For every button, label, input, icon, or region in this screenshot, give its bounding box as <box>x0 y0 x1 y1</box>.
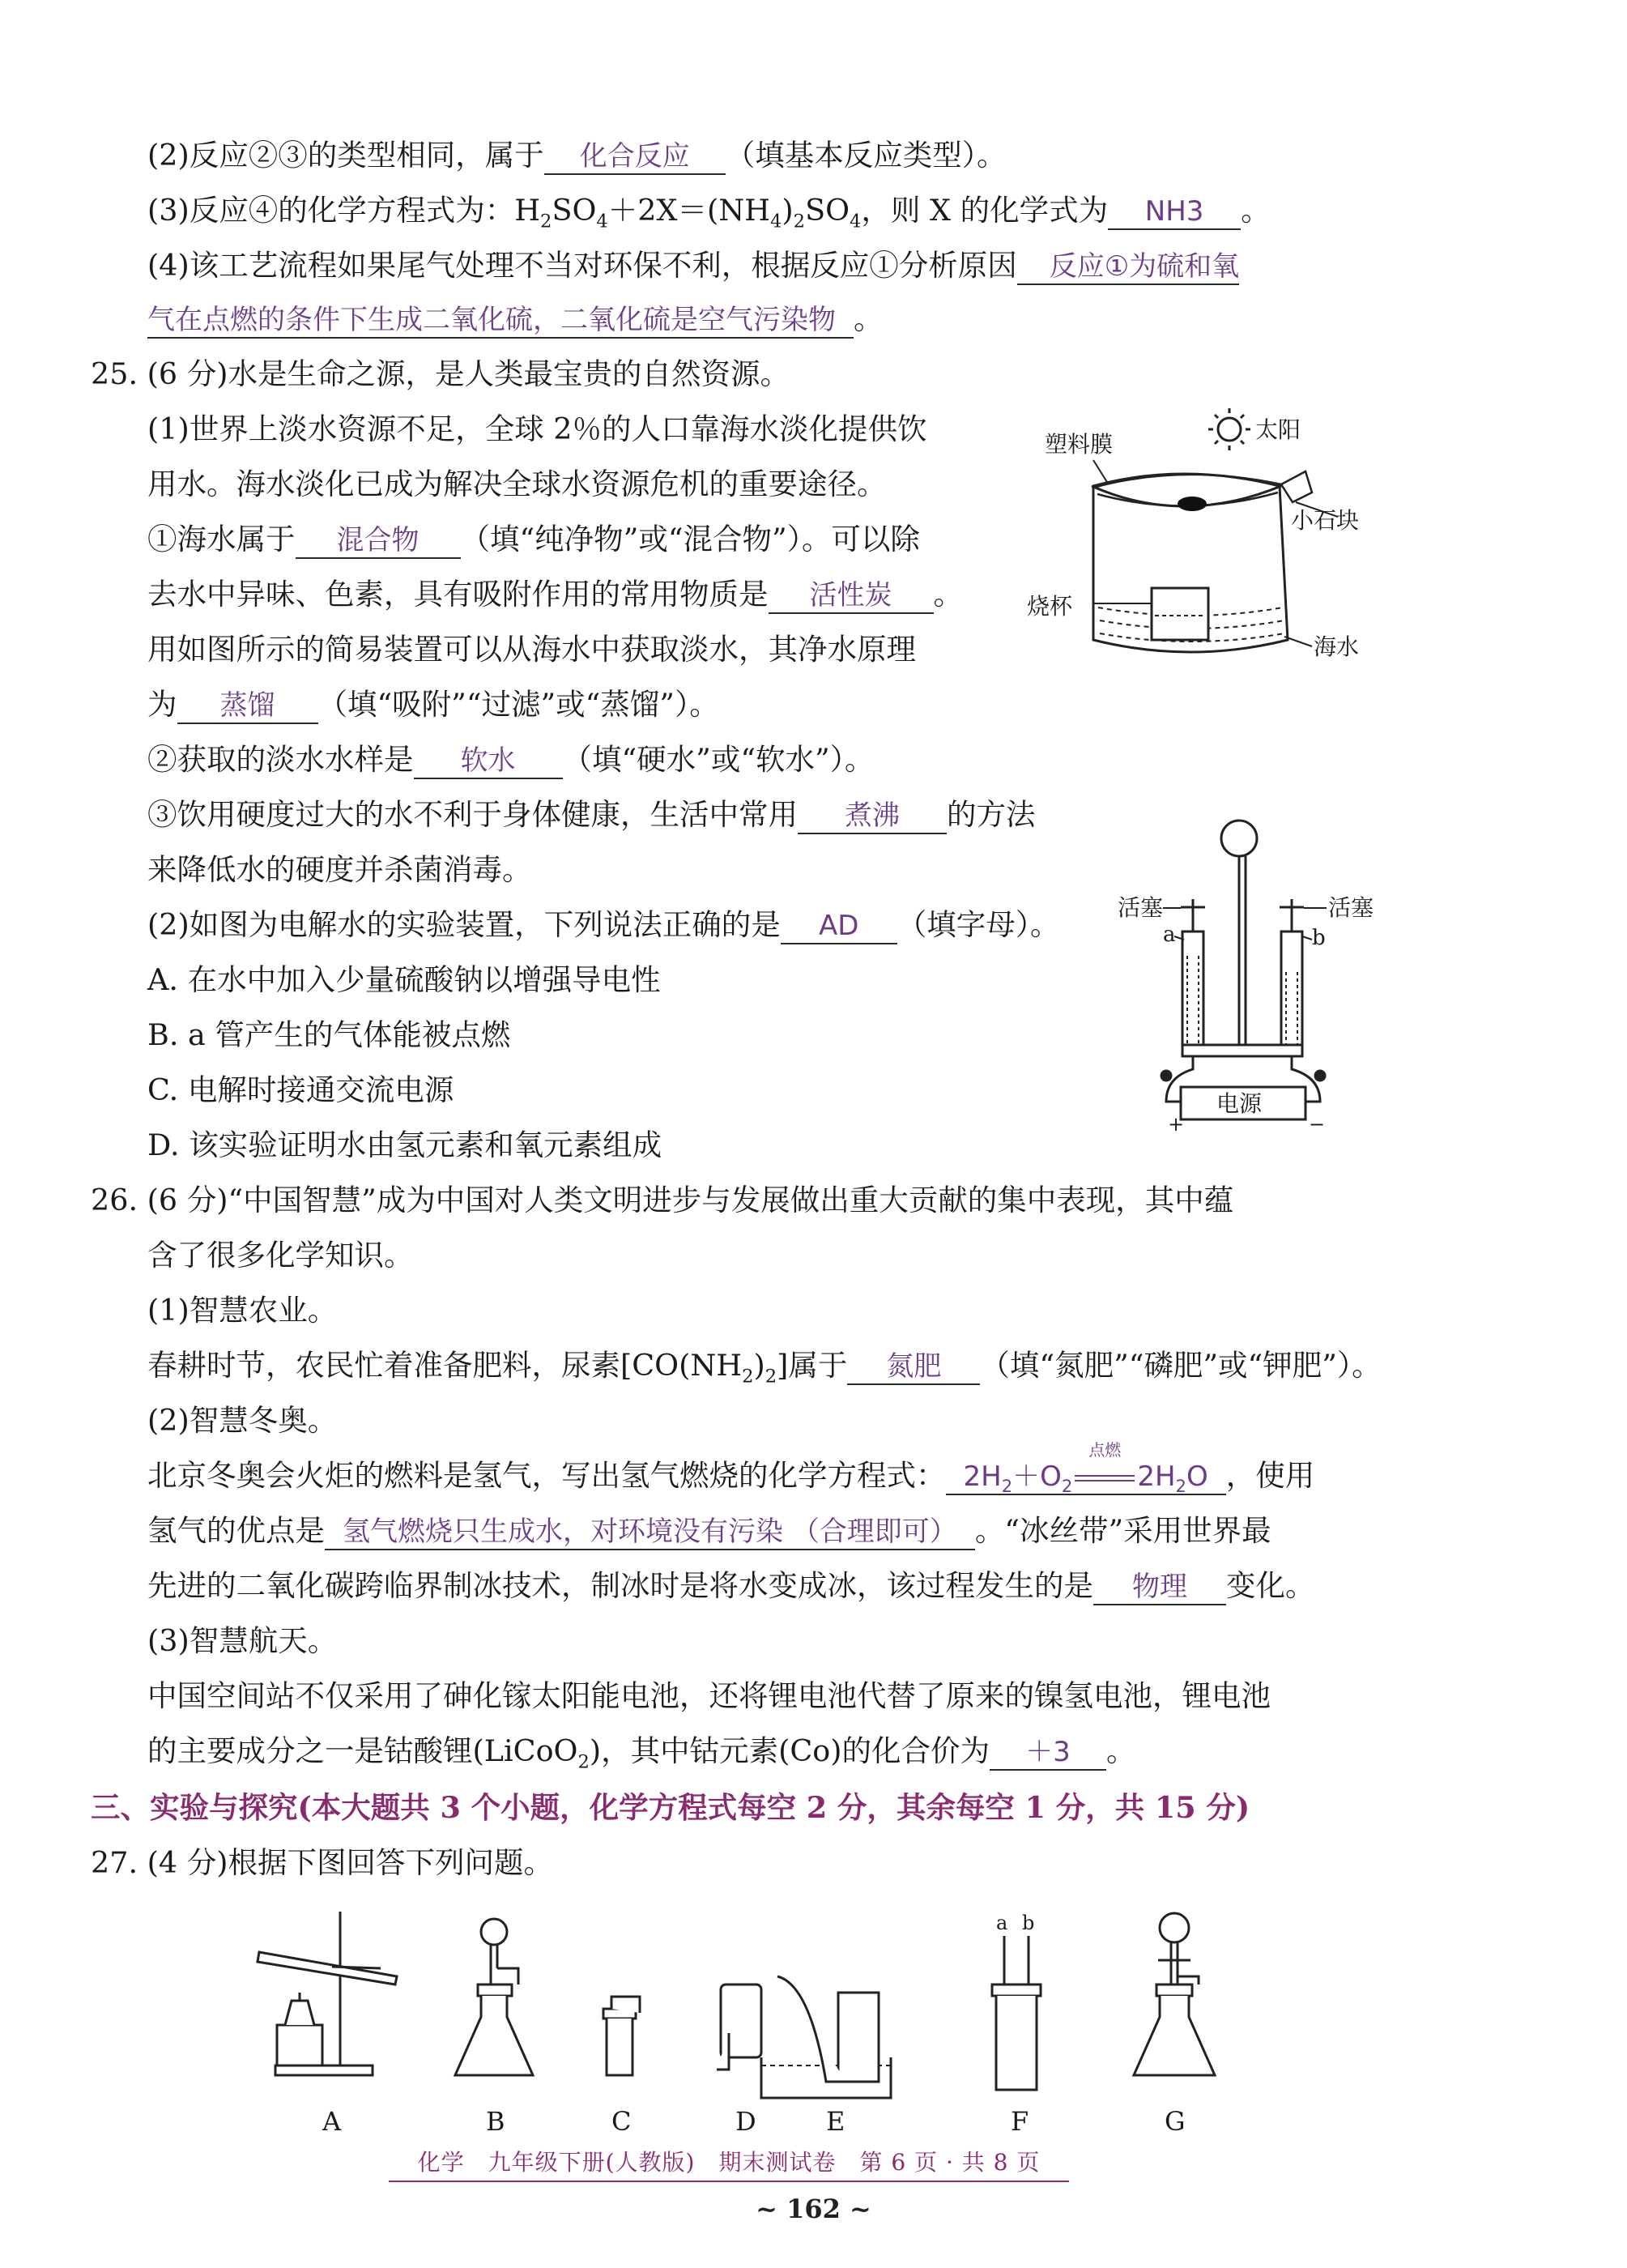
answer-cobalt-valence: ＋3 <box>990 1735 1106 1771</box>
page-number: ~ 162 ~ <box>756 2193 871 2224</box>
q25-heading: 25. (6 分)水是生命之源，是人类最宝贵的自然资源。 <box>91 356 790 391</box>
q25-line9: 来降低水的硬度并杀菌消毒。 <box>147 852 532 887</box>
label-minus: − <box>1309 1113 1326 1136</box>
q24-part3: (3)反应④的化学方程式为：$H_2SO_4+2X=(NH_4)_2SO_4$，则 X 的化学式为 NH3 。 <box>147 193 1271 232</box>
q25-line5: 用如图所示的简易装置可以从海水中获取淡水，其净水原理 <box>147 632 916 667</box>
answer-fertilizer-type: 氮肥 <box>847 1349 980 1385</box>
answer-hydrogen-equation: $2H_2+O_2$ 点燃 $2H_2O$ <box>946 1460 1226 1495</box>
apparatus-f <box>992 1936 1041 2090</box>
answer-adsorbent: 活性炭 <box>769 578 934 614</box>
q25-line2: 用水。海水淡化已成为解决全球水资源危机的重要途径。 <box>147 467 887 501</box>
q26-sub1-title: (1)智慧农业。 <box>147 1293 338 1328</box>
label-sun: 太阳 <box>1255 416 1301 443</box>
q25-line3: ①海水属于 混合物 （填“纯净物”或“混合物”）。可以除 <box>147 520 920 559</box>
q27-heading: 27. (4 分)根据下图回答下列问题。 <box>91 1845 553 1880</box>
apparatus-d <box>717 1985 761 2070</box>
label-apparatus-e: E <box>826 2106 845 2137</box>
answer-reason-line1: 反应①为硫和氧 <box>1017 249 1239 285</box>
apparatus-g <box>1134 1913 1215 2075</box>
inner-beaker <box>1152 588 1208 640</box>
answer-change-type: 物理 <box>1093 1570 1226 1605</box>
label-plus: + <box>1168 1113 1185 1136</box>
q26-heading-line1: 26. (6 分)“中国智慧”成为中国对人类文明进步与发展做出重大贡献的集中表现，其中蕴 <box>91 1183 1234 1217</box>
answer-softening-method: 煮沸 <box>798 799 947 834</box>
q25-line7: ②获取的淡水水样是 软水 （填“硬水”或“软水”）。 <box>147 740 874 779</box>
label-apparatus-b: B <box>486 2106 505 2137</box>
label-b: b <box>1312 926 1326 950</box>
q25-option-b: B. a 管产生的气体能被点燃 <box>147 1017 511 1052</box>
label-f-b: b <box>1022 1912 1035 1934</box>
answer-seawater-type: 混合物 <box>296 523 461 559</box>
q26-sub2-line2: 氢气的优点是 氢气燃烧只生成水，对环境没有污染 （合理即可） 。“冰丝带”采用世界最 <box>147 1511 1271 1550</box>
label-a: a <box>1163 923 1176 947</box>
q26-sub1-line: 春耕时节，农民忙着准备肥料，尿素$[CO(NH_2)_2]$属于 氮肥 （填“氮肥”“磷肥”或“钾肥”）。 <box>147 1348 1382 1388</box>
q26-sub3-line2: 的主要成分之一是钴酸锂(LiCoO$_2$)，其中钴元素(Co)的化合价为 ＋3 。 <box>147 1733 1136 1773</box>
label-f-a: a <box>996 1912 1008 1934</box>
label-apparatus-c: C <box>611 2106 632 2137</box>
answer-reaction-type: 化合反应 <box>544 139 726 175</box>
q26-sub3-line1: 中国空间站不仅采用了砷化镓太阳能电池，还将锂电池代替了原来的镍氢电池，锂电池 <box>147 1678 1271 1713</box>
q25-line8: ③饮用硬度过大的水不利于身体健康，生活中常用 煮沸 的方法 <box>147 795 1036 834</box>
q26-sub2-title: (2)智慧冬奥。 <box>147 1403 338 1438</box>
q26-heading-line2: 含了很多化学知识。 <box>147 1238 414 1273</box>
apparatus-c <box>603 1997 640 2075</box>
label-apparatus-a: A <box>322 2106 342 2137</box>
section-3-title: 三、实验与探究(本大题共 3 个小题，化学方程式每空 2 分，其余每空 1 分，共 15 分) <box>91 1790 1250 1825</box>
answer-water-type: 软水 <box>414 744 563 779</box>
answer-principle: 蒸馏 <box>177 688 318 724</box>
label-beaker: 烧杯 <box>1027 593 1073 620</box>
label-stone: 小石块 <box>1291 507 1360 534</box>
q24-part4: (4)该工艺流程如果尾气处理不当对环保不利，根据反应①分析原因 反应①为硫和氧 <box>147 246 1239 285</box>
small-stone <box>1178 497 1207 511</box>
q25-option-d: D. 该实验证明水由氢元素和氧元素组成 <box>147 1128 662 1162</box>
q26-sub2-line3: 先进的二氧化碳跨临界制冰技术，制冰时是将水变成冰，该过程发生的是 物理 变化。 <box>147 1567 1315 1605</box>
electrolysis-apparatus-figure <box>1118 802 1385 1142</box>
q25-option-c: C. 电解时接通交流电源 <box>147 1072 454 1107</box>
tube-a <box>1182 932 1203 1053</box>
label-valve-left: 活塞 <box>1118 894 1164 921</box>
label-apparatus-f: F <box>1011 2106 1029 2137</box>
q25-line6: 为 蒸馏 （填“吸附”“过滤”或“蒸馏”）。 <box>147 685 719 724</box>
label-power: 电源 <box>1216 1090 1263 1117</box>
q25-line1: (1)世界上淡水资源不足，全球 2％的人口靠海水淡化提供饮 <box>147 411 927 446</box>
lab-apparatus-figure <box>243 1904 1312 2138</box>
connecting-tube <box>1182 1045 1302 1056</box>
apparatus-e <box>761 1976 891 2098</box>
label-film: 塑料膜 <box>1045 431 1114 458</box>
q26-sub2-line1: 北京冬奥会火炬的燃料是氢气，写出氢气燃烧的化学方程式： $2H_2+O_2$ 点燃 $2H_2O$ ，使用 <box>147 1440 1315 1496</box>
label-seawater: 海水 <box>1314 633 1360 660</box>
answer-correct-options: AD <box>781 909 897 944</box>
q24-part4-cont: 气在点燃的条件下生成二氧化硫，二氧化硫是空气污染物 。 <box>147 300 884 339</box>
equation-condition: 点燃 <box>1088 1440 1122 1460</box>
reservoir-bulb <box>1221 821 1257 856</box>
sun-icon <box>1208 408 1250 450</box>
tube-b <box>1281 932 1302 1053</box>
q25-line10: (2)如图为电解水的实验装置，下列说法正确的是 AD （填字母）。 <box>147 906 1059 944</box>
answer-hydrogen-advantage: 氢气燃烧只生成水，对环境没有污染 （合理即可） <box>325 1515 975 1550</box>
q26-sub3-title: (3)智慧航天。 <box>147 1623 338 1658</box>
q25-option-a: A. 在水中加入少量硫酸钠以增强导电性 <box>147 962 661 997</box>
label-apparatus-d: D <box>735 2106 756 2137</box>
page-footer: 化学 九年级下册(人教版) 期末测试卷 第 6 页 · 共 8 页 <box>389 2145 1069 2182</box>
q25-line4: 去水中异味、色素，具有吸附作用的常用物质是 活性炭 。 <box>147 575 963 614</box>
distillation-device-figure <box>1020 397 1377 680</box>
answer-reason-line2: 气在点燃的条件下生成二氧化硫，二氧化硫是空气污染物 <box>147 303 854 339</box>
apparatus-b <box>455 1919 533 2075</box>
answer-x-formula: NH3 <box>1108 194 1241 230</box>
apparatus-a <box>258 1912 397 2075</box>
equation-arrow <box>1072 1440 1137 1494</box>
label-apparatus-g: G <box>1165 2106 1186 2137</box>
q24-part2: (2)反应②③的类型相同，属于 化合反应 （填基本反应类型）。 <box>147 136 1006 175</box>
label-valve-right: 活塞 <box>1328 894 1374 921</box>
